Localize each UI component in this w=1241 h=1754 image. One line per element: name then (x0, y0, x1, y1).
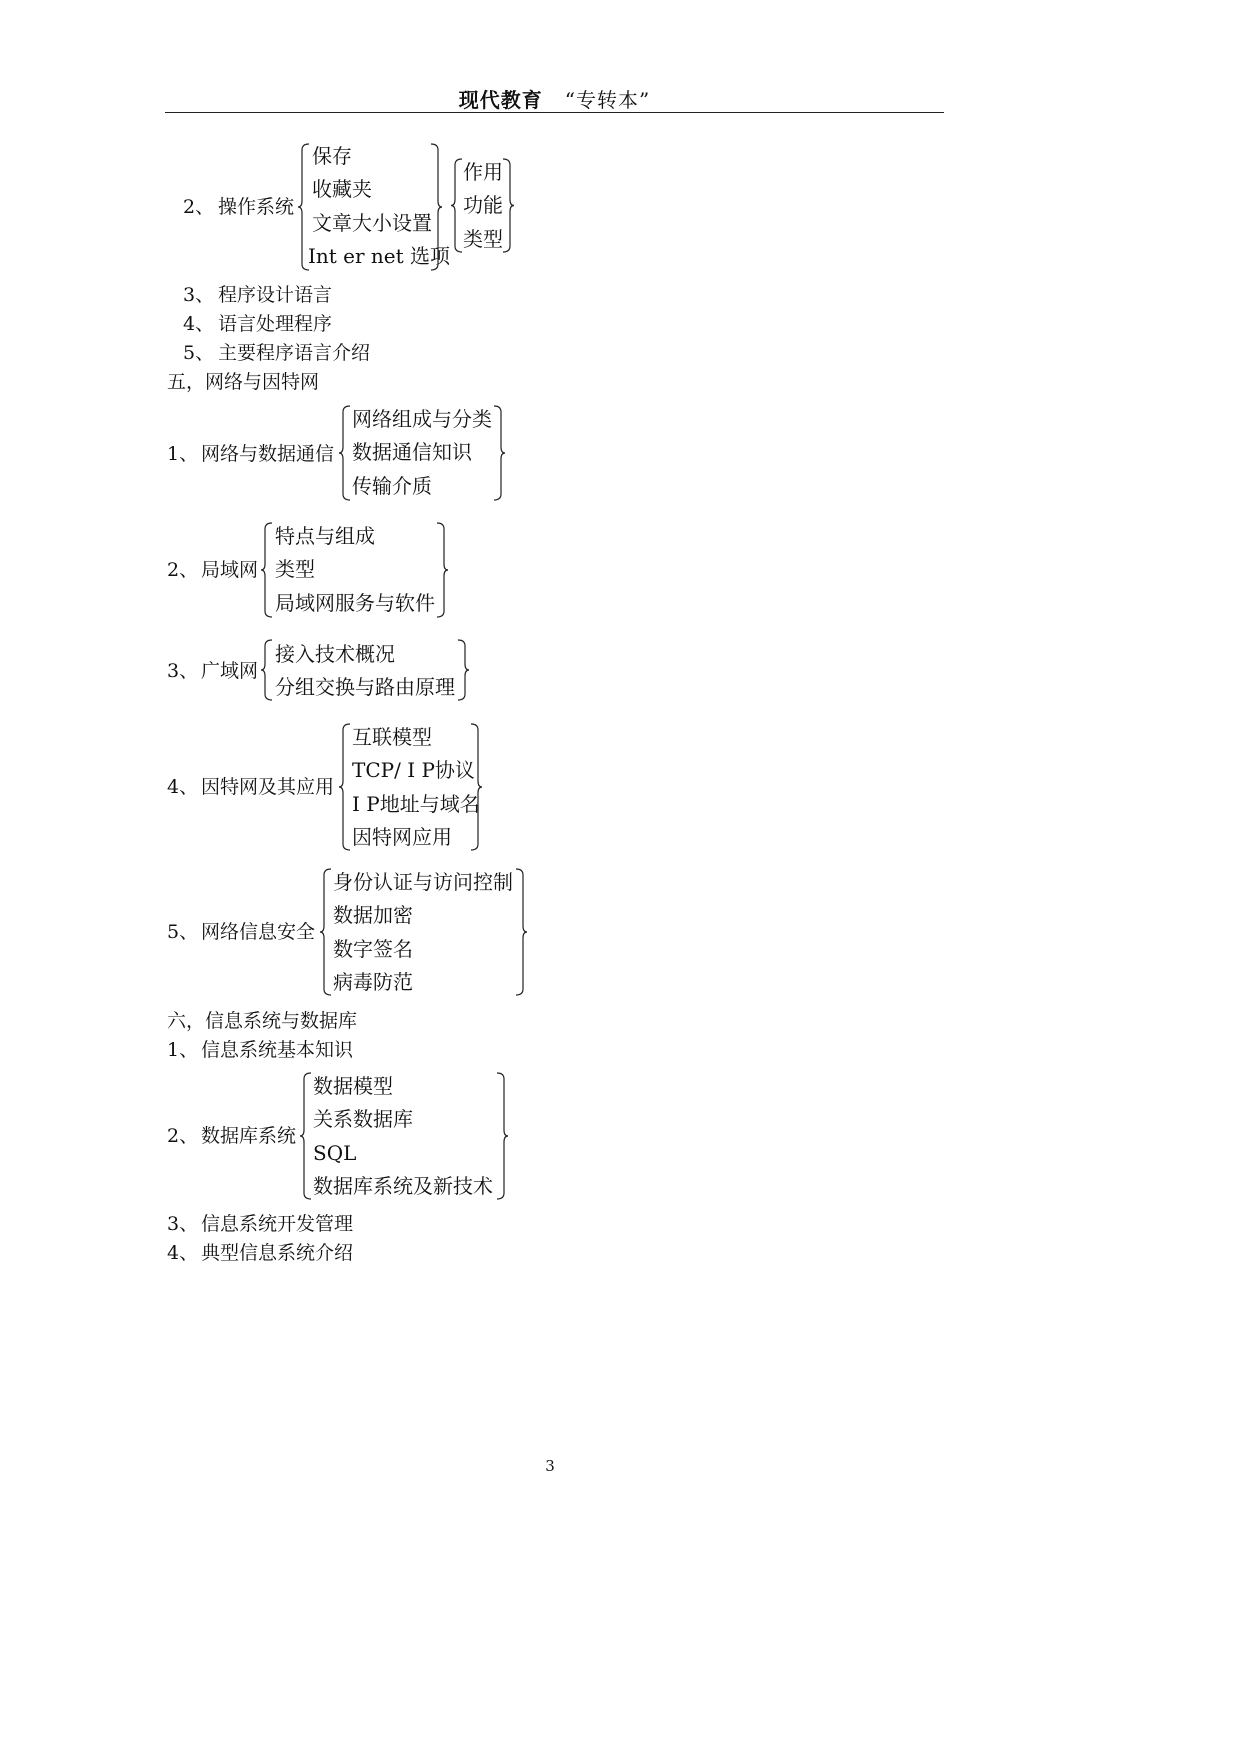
group-item: 传输介质 (352, 474, 432, 498)
group-item: 数据模型 (313, 1074, 393, 1098)
list-item: 信息系统开发管理 (201, 1213, 354, 1235)
left-brace (261, 522, 273, 618)
group-item: 网络组成与分类 (352, 407, 492, 431)
header-brand: 现代教育 (458, 88, 543, 112)
list-num: 1、 (167, 1039, 199, 1061)
group-item: 数字签名 (333, 937, 413, 961)
group-number: 1、 (167, 443, 199, 465)
group-item: 分组交换与路由原理 (275, 675, 455, 699)
right-brace (493, 405, 505, 501)
section-heading: 六，信息系统与数据库 (167, 1010, 358, 1032)
list-num: 3、 (183, 284, 215, 306)
group-number: 2、 (167, 1125, 199, 1147)
list-item: 语言处理程序 (218, 313, 333, 335)
brace-path (497, 1073, 508, 1199)
brace-path (339, 724, 350, 850)
group-item: I P地址与域名 (352, 792, 480, 816)
right-brace (430, 143, 442, 271)
group-number: 5、 (167, 921, 199, 943)
brace-path (261, 523, 272, 617)
list-num: 5、 (183, 342, 215, 364)
left-brace (451, 158, 463, 253)
brace-path (451, 159, 462, 252)
right-brace (496, 1072, 508, 1200)
list-item: 主要程序语言介绍 (218, 342, 371, 364)
os-item: Int er net 选项 (308, 244, 451, 268)
group-item: 数据库系统及新技术 (313, 1174, 493, 1198)
header-subtitle: “专转本” (564, 88, 651, 112)
os-label: 操作系统 (218, 196, 295, 218)
brace-path (437, 523, 448, 617)
list-item: 信息系统基本知识 (201, 1039, 354, 1061)
left-brace (339, 723, 351, 851)
right-brace (502, 158, 514, 253)
os-sub-item: 功能 (463, 193, 503, 217)
brace-path (494, 406, 505, 500)
brace-path (339, 406, 350, 500)
group-item: 数据通信知识 (352, 440, 472, 464)
right-brace (457, 639, 469, 701)
left-brace (261, 639, 273, 701)
list-num: 4、 (183, 313, 215, 335)
left-brace (300, 1072, 312, 1200)
brace-path (300, 1073, 311, 1199)
group-item: 数据加密 (333, 903, 413, 927)
os-sub-item: 类型 (463, 227, 503, 251)
group-label: 网络与数据通信 (201, 443, 335, 465)
brace-path (458, 640, 469, 700)
group-label: 局域网 (201, 559, 259, 581)
right-brace (470, 723, 482, 851)
group-item: 特点与组成 (275, 524, 375, 548)
group-item: 互联模型 (352, 725, 432, 749)
right-brace (515, 868, 527, 996)
list-num: 4、 (167, 1242, 199, 1264)
list-item: 程序设计语言 (218, 284, 333, 306)
os-item: 收藏夹 (312, 177, 372, 201)
section-heading: 五，网络与因特网 (167, 371, 320, 393)
group-item: 病毒防范 (333, 970, 413, 994)
os-item: 保存 (312, 144, 352, 168)
group-item: 因特网应用 (352, 825, 452, 849)
group-item: TCP/ I P协议 (352, 758, 475, 782)
group-item: 接入技术概况 (275, 642, 395, 666)
group-label: 因特网及其应用 (201, 776, 335, 798)
group-label: 网络信息安全 (201, 921, 316, 943)
page-header (165, 82, 944, 113)
group-number: 2、 (167, 559, 199, 581)
brace-path (516, 869, 527, 995)
group-item: 局域网服务与软件 (275, 591, 435, 615)
brace-path (471, 724, 482, 850)
os-item: 文章大小设置 (312, 211, 432, 235)
group-item: 类型 (275, 557, 315, 581)
group-label: 广域网 (201, 660, 259, 682)
brace-path (503, 159, 514, 252)
right-brace (436, 522, 448, 618)
page-number: 3 (545, 1457, 555, 1475)
brace-path (431, 144, 442, 270)
group-item: SQL (313, 1141, 357, 1165)
left-brace (339, 405, 351, 501)
group-number: 4、 (167, 776, 199, 798)
group-item: 关系数据库 (313, 1107, 413, 1131)
left-brace (320, 868, 332, 996)
os-number: 2、 (183, 196, 215, 218)
group-item: 身份认证与访问控制 (333, 870, 513, 894)
brace-path (261, 640, 272, 700)
brace-path (320, 869, 331, 995)
list-item: 典型信息系统介绍 (201, 1242, 354, 1264)
os-sub-item: 作用 (463, 160, 503, 184)
group-number: 3、 (167, 660, 199, 682)
group-label: 数据库系统 (201, 1125, 297, 1147)
list-num: 3、 (167, 1213, 199, 1235)
